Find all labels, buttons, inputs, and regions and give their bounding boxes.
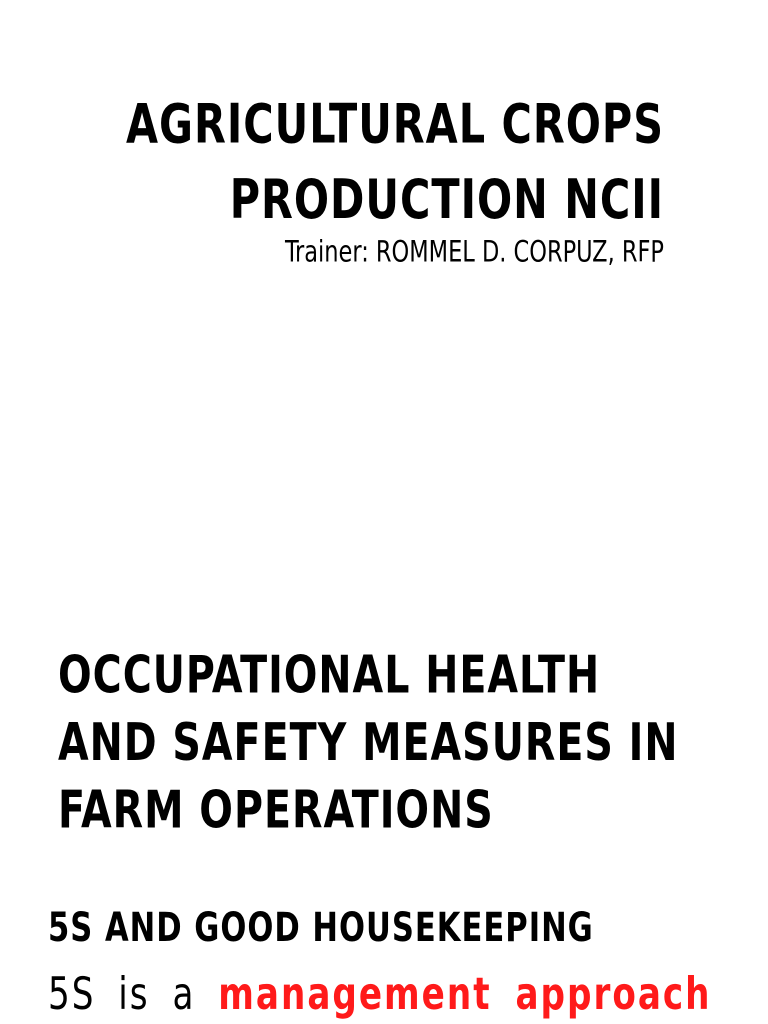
section-heading-line-1: OCCUPATIONAL HEALTH	[58, 645, 601, 706]
title-line-2: PRODUCTION NCII	[229, 167, 664, 232]
trainer-credit: Trainer: ROMMEL D. CORPUZ, RFP	[284, 234, 664, 269]
document-title	[64, 86, 664, 237]
section-heading-line-2: AND SAFETY MEASURES IN	[58, 712, 679, 773]
subheading: 5S AND GOOD HOUSEKEEPING	[48, 904, 594, 952]
body-highlight: management approach	[218, 967, 712, 1020]
section-heading	[58, 642, 738, 844]
body-prefix: 5S is a	[48, 967, 196, 1020]
title-line-1: AGRICULTURAL CROPS	[125, 91, 664, 156]
body-text	[48, 964, 763, 1023]
section-heading-line-3: FARM OPERATIONS	[58, 780, 494, 841]
